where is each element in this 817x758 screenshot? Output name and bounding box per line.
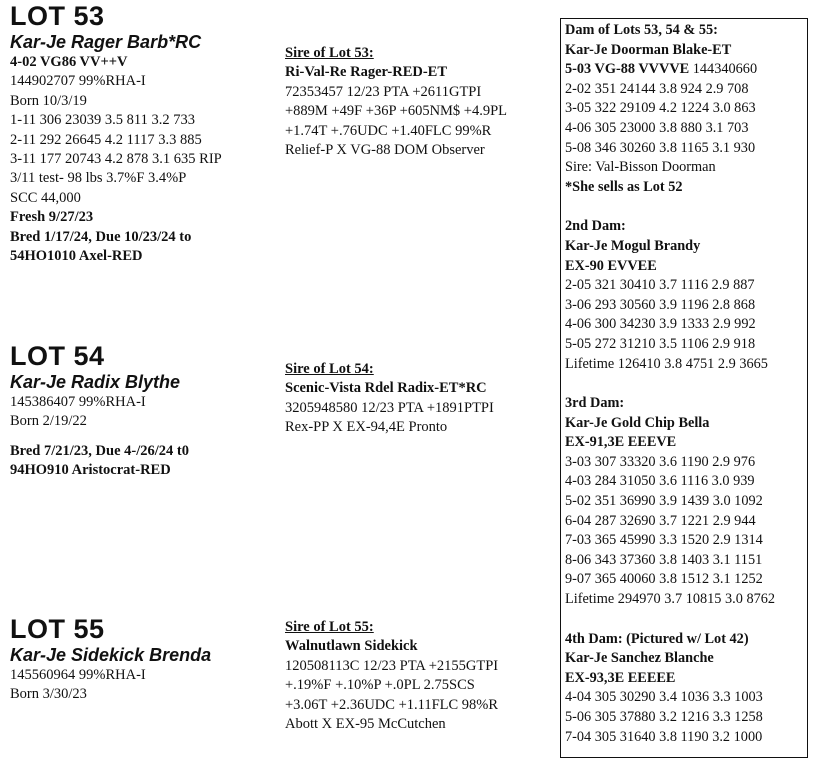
line-text: 5-05 272 31210 3.5 1106 2.9 918 (565, 335, 756, 352)
dam-section (565, 217, 807, 374)
lot-55-block (10, 614, 275, 705)
text-line (10, 685, 275, 704)
line-text: EX-91,3E EEEVE (565, 434, 677, 451)
text-line: Abott X EX-95 McCutchen (285, 716, 446, 733)
text-line: Rex-PP X EX-94,4E Pronto (285, 419, 448, 436)
sire-header: Sire of Lot 54: (285, 361, 374, 377)
line-text: Dam of Lots 53, 54 & 55: (565, 22, 718, 38)
text-line (565, 512, 807, 532)
text-line (565, 60, 807, 80)
line-text: 3-03 307 33320 3.6 1190 2.9 976 (565, 453, 756, 470)
text-line: Relief-P X VG-88 DOM Observer (285, 142, 485, 159)
sire-name: Scenic-Vista Rdel Radix-ET*RC (285, 380, 487, 397)
line-text: Born 3/30/23 (10, 686, 87, 703)
lot-details (10, 666, 275, 705)
line-text: 5-02 351 36990 3.9 1439 3.0 1092 (565, 493, 763, 510)
line-text: 4th Dam: (Pictured w/ Lot 42) (565, 630, 749, 647)
text-line (565, 630, 807, 650)
line-text: Born 2/19/22 (10, 413, 87, 430)
sire-details (285, 657, 550, 735)
line-text: 3-05 322 29109 4.2 1224 3.0 863 (565, 100, 756, 117)
lot-title: LOT 53 (10, 1, 105, 31)
text-line (565, 669, 807, 689)
line-text: 2-05 321 30410 3.7 1116 2.9 887 (565, 277, 755, 294)
text-line (10, 169, 275, 188)
text-line (565, 21, 807, 41)
line-text: 144902707 99%RHA-I (10, 73, 146, 90)
sire-header: Sire of Lot 53: (285, 45, 374, 61)
text-line (565, 728, 807, 748)
text-line (565, 688, 807, 708)
line-text: SCC 44,000 (10, 189, 81, 206)
text-line (565, 453, 807, 473)
line-text: 4-04 305 30290 3.4 1036 3.3 1003 (565, 689, 763, 706)
text-line (10, 442, 275, 461)
line-text: 4-02 VG86 VV++V (10, 54, 128, 70)
text-line (10, 247, 275, 266)
text-line (10, 189, 275, 208)
text-line (565, 414, 807, 434)
line-text: *She sells as Lot 52 (565, 178, 683, 195)
text-line (10, 150, 275, 169)
line-text: 4-03 284 31050 3.6 1116 3.0 939 (565, 473, 755, 490)
sire-name: Walnutlawn Sidekick (285, 638, 418, 655)
sire-name: Ri-Val-Re Rager-RED-ET (285, 64, 448, 81)
line-text: 1-11 306 23039 3.5 811 3.2 733 (10, 112, 196, 129)
lot-title: LOT 55 (10, 614, 105, 644)
line-text: 8-06 343 37360 3.8 1403 3.1 1151 (565, 551, 763, 568)
text-line (10, 432, 275, 442)
text-line: 3205948580 12/23 PTA +1891PTPI (285, 399, 494, 416)
text-line (565, 708, 807, 728)
line-text: Bred 1/17/24, Due 10/23/24 to (10, 228, 192, 245)
lot-details (10, 393, 275, 481)
line-text: EX-90 EVVEE (565, 257, 657, 274)
text-line (565, 276, 807, 296)
text-line: 120508113C 12/23 PTA +2155GTPI (285, 657, 499, 674)
text-line (565, 649, 807, 669)
line-text: Kar-Je Sanchez Blanche (565, 650, 714, 667)
text-line: +.19%F +.10%P +.0PL 2.75SCS (285, 677, 475, 694)
line-text: 5-03 VG-88 VVVVE (565, 61, 690, 78)
line-text: 3-06 293 30560 3.9 1196 2.8 868 (565, 296, 756, 313)
text-line (565, 590, 807, 610)
text-line: +3.06T +2.36UDC +1.11FLC 98%R (285, 696, 499, 713)
text-line (565, 531, 807, 551)
text-line (565, 394, 807, 414)
text-line (565, 315, 807, 335)
line-text: 7-03 365 45990 3.3 1520 2.9 1314 (565, 532, 763, 549)
line-text: 6-04 287 32690 3.7 1221 2.9 944 (565, 512, 756, 529)
text-line (10, 72, 275, 91)
text-line (10, 208, 275, 227)
sire-header: Sire of Lot 55: (285, 619, 374, 635)
line-text: Kar-Je Gold Chip Bella (565, 414, 710, 431)
text-line (10, 412, 275, 431)
lot-53-block (10, 1, 275, 266)
section-spacer (565, 610, 807, 630)
sire-lot-53-block (285, 44, 550, 160)
dam-section (565, 21, 807, 197)
sire-details (285, 399, 550, 438)
text-line (10, 131, 275, 150)
sire-details (285, 83, 550, 161)
lot-54-block (10, 341, 275, 481)
line-text: 145560964 99%RHA-I (10, 667, 146, 683)
text-line (565, 257, 807, 277)
section-spacer (565, 197, 807, 217)
dam-section (565, 394, 807, 610)
text-line: +1.74T +.76UDC +1.40FLC 99%R (285, 122, 492, 139)
text-line (565, 158, 807, 178)
text-line (565, 237, 807, 257)
text-line (565, 570, 807, 590)
lot-animal-name: Kar-Je Rager Barb*RC (10, 32, 202, 52)
dam-pedigree-box (560, 18, 808, 758)
lot-title: LOT 54 (10, 341, 105, 371)
sire-lot-54-block (285, 360, 550, 438)
line-text: 4-06 300 34230 3.9 1333 2.9 992 (565, 316, 756, 333)
line-text: Kar-Je Mogul Brandy (565, 237, 701, 254)
text-line (10, 666, 275, 685)
dam-section (565, 630, 807, 748)
line-text: 2-11 292 26645 4.2 1117 3.3 885 (10, 131, 202, 148)
text-line (565, 178, 807, 198)
line-text: Lifetime 294970 3.7 10815 3.0 8762 (565, 591, 776, 608)
line-text: 3-11 177 20743 4.2 878 3.1 635 RIP (10, 151, 222, 168)
line-text: 5-08 346 30260 3.8 1165 3.1 930 (565, 139, 756, 156)
lot-details (10, 53, 275, 266)
line-text: Born 10/3/19 (10, 92, 87, 109)
text-line (10, 228, 275, 247)
section-spacer (565, 374, 807, 394)
text-line (565, 433, 807, 453)
line-text: 9-07 365 40060 3.8 1512 3.1 1252 (565, 571, 763, 588)
text-line (565, 296, 807, 316)
line-text: Bred 7/21/23, Due 4-/26/24 t0 (10, 442, 189, 459)
text-line (565, 355, 807, 375)
text-line (565, 551, 807, 571)
line-text: Lifetime 126410 3.8 4751 2.9 3665 (565, 355, 768, 372)
line-text: 5-06 305 37880 3.2 1216 3.3 1258 (565, 709, 763, 725)
text-line (10, 53, 275, 72)
line-text: 3/11 test- 98 lbs 3.7%F 3.4%P (10, 170, 187, 187)
text-line (10, 92, 275, 111)
line-text: 54HO1010 Axel-RED (10, 248, 143, 265)
line-text: 3rd Dam: (565, 395, 625, 412)
line-text: Fresh 9/27/23 (10, 209, 94, 226)
line-text: 7-04 305 31640 3.8 1190 3.2 1000 (565, 728, 763, 745)
line-text: 2nd Dam: (565, 218, 626, 235)
text-line (565, 472, 807, 492)
line-text: 4-06 305 23000 3.8 880 3.1 703 (565, 119, 749, 136)
text-line: +889M +49F +36P +605NM$ +4.9PL (285, 103, 508, 120)
text-line (565, 119, 807, 139)
text-line (10, 461, 275, 480)
text-line (565, 41, 807, 61)
text-line (10, 393, 275, 412)
line-text: EX-93,3E EEEEE (565, 669, 676, 686)
text-line (565, 80, 807, 100)
text-line: 72353457 12/23 PTA +2611GTPI (285, 83, 482, 100)
lot-animal-name: Kar-Je Sidekick Brenda (10, 645, 212, 665)
line-text: 2-02 351 24144 3.8 924 2.9 708 (565, 80, 749, 97)
text-line (565, 492, 807, 512)
line-text: 145386407 99%RHA-I (10, 394, 146, 410)
text-line (565, 335, 807, 355)
line-text: 94HO910 Aristocrat-RED (10, 462, 171, 479)
line-text: Kar-Je Doorman Blake-ET (565, 41, 732, 58)
lot-animal-name: Kar-Je Radix Blythe (10, 372, 181, 392)
text-line (565, 139, 807, 159)
text-line (565, 217, 807, 237)
line-text: Sire: Val-Bisson Doorman (565, 159, 716, 176)
text-line (565, 99, 807, 119)
text-line (10, 111, 275, 130)
sire-lot-55-block (285, 618, 550, 734)
line-suffix: 144340660 (689, 61, 758, 78)
